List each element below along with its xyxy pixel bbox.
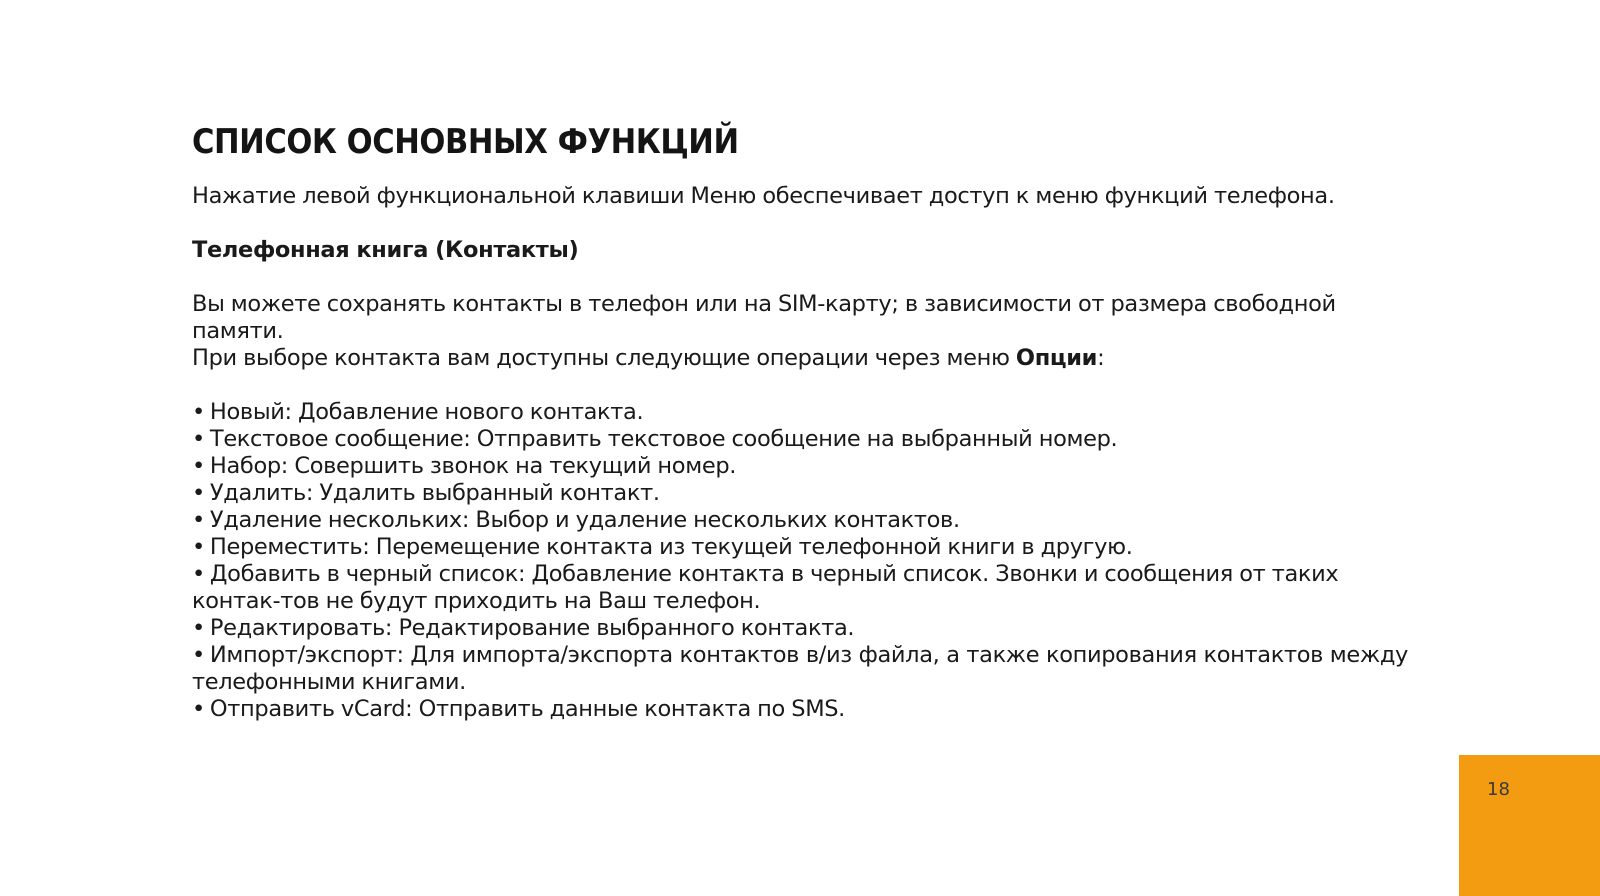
description-line-2-text: При выборе контакта вам доступны следующие операции через меню — [192, 345, 1016, 371]
list-item-text: Новый: Добавление нового контакта. — [209, 399, 644, 425]
page-number: 18 — [1487, 779, 1510, 800]
list-item — [192, 615, 1408, 642]
bullet-icon: • — [192, 426, 205, 452]
list-item — [192, 453, 1408, 480]
list-item — [192, 426, 1408, 453]
description-line-2 — [192, 345, 1408, 372]
list-item-text: Редактировать: Редактирование выбранного контакта. — [209, 615, 855, 641]
list-item — [192, 642, 1408, 696]
bullet-icon: • — [192, 507, 205, 533]
list-item — [192, 399, 1408, 426]
bullet-icon: • — [192, 615, 205, 641]
page-title: СПИСОК ОСНОВНЫХ ФУНКЦИЙ — [192, 122, 739, 162]
list-item — [192, 534, 1408, 561]
list-item-text: Отправить vCard: Отправить данные контакта по SMS. — [209, 696, 845, 722]
list-item-text: Текстовое сообщение: Отправить текстовое сообщение на выбранный номер. — [209, 426, 1118, 452]
list-item-text: Набор: Совершить звонок на текущий номер. — [209, 453, 737, 479]
list-item — [192, 561, 1408, 615]
bullet-icon: • — [192, 453, 205, 479]
page-content — [192, 118, 1408, 723]
list-item-text: Удалить: Удалить выбранный контакт. — [209, 480, 660, 506]
list-item-text: Импорт/экспорт: Для импорта/экспорта контактов в/из файла, а также копирования контактов между телефонными книгами. — [192, 642, 1408, 695]
options-menu-name: Опции — [1015, 345, 1098, 371]
list-item — [192, 480, 1408, 507]
bullet-icon: • — [192, 534, 205, 560]
description-paragraph — [192, 291, 1408, 372]
function-list — [192, 399, 1408, 723]
bullet-icon: • — [192, 642, 205, 668]
bullet-icon: • — [192, 399, 205, 425]
section-heading: Телефонная книга (Контакты) — [192, 237, 579, 263]
list-item-text: Удаление нескольких: Выбор и удаление нескольких контактов. — [209, 507, 960, 533]
intro-paragraph: Нажатие левой функциональной клавиши Меню обеспечивает доступ к меню функций телефона. — [192, 183, 1335, 209]
description-line-2-colon: : — [1097, 345, 1105, 371]
bullet-icon: • — [192, 696, 205, 722]
list-item — [192, 696, 1408, 723]
bullet-icon: • — [192, 480, 205, 506]
list-item-text: Переместить: Перемещение контакта из текущей телефонной книги в другую. — [209, 534, 1133, 560]
list-item-text: Добавить в черный список: Добавление контакта в черный список. Звонки и сообщения от таких контак-тов не будут приходить на Ваш телефон. — [192, 561, 1339, 614]
description-line-1: Вы можете сохранять контакты в телефон или на SIM-карту; в зависимости от размера свободной памяти. — [192, 291, 1336, 344]
bullet-icon: • — [192, 561, 205, 587]
page-number-tab — [1459, 755, 1600, 896]
list-item — [192, 507, 1408, 534]
